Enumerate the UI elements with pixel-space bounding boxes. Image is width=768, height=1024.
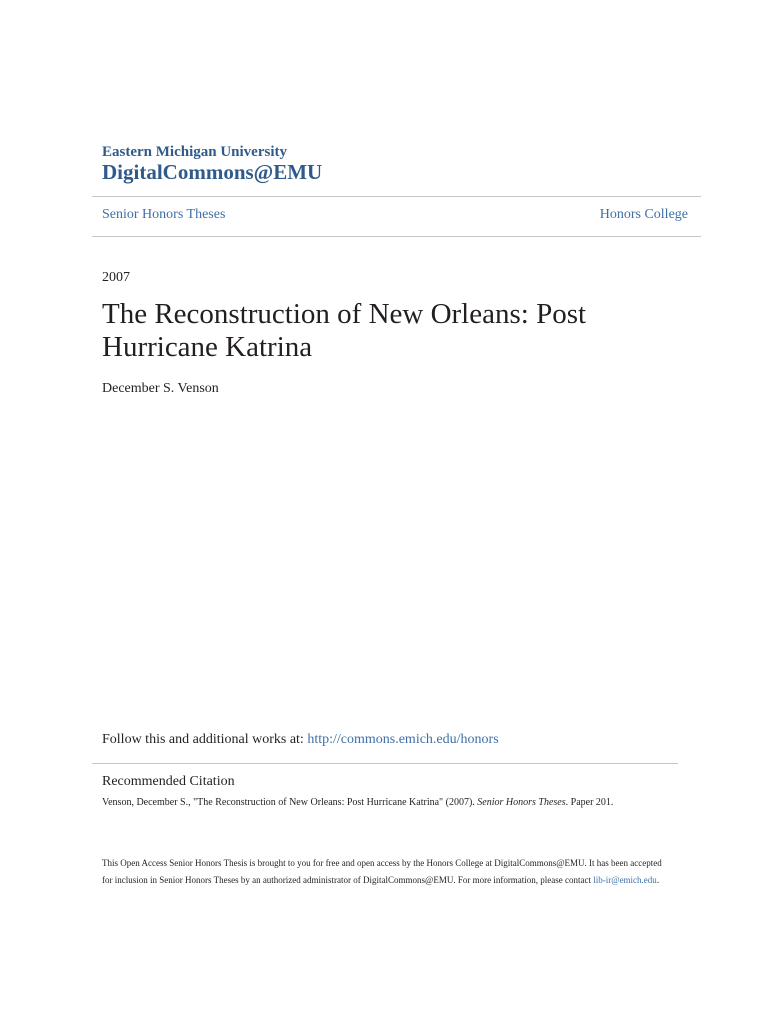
institution-name: Eastern Michigan University — [102, 144, 287, 160]
nav-divider — [92, 236, 701, 237]
college-link[interactable]: Honors College — [599, 207, 688, 222]
document-title: The Reconstruction of New Orleans: Post Hurricane Katrina — [102, 298, 587, 363]
notice-end: . — [656, 875, 660, 885]
contact-email-link[interactable]: lib-ir@emich.edu — [593, 875, 657, 885]
access-notice — [102, 855, 662, 889]
top-divider — [92, 196, 701, 197]
document-author: December S. Venson — [102, 381, 219, 396]
citation-divider — [92, 763, 678, 764]
follow-url-link[interactable]: http://commons.emich.edu/honors — [307, 732, 499, 747]
notice-text: This Open Access Senior Honors Thesis is brought to you for free and open access by the Honors College at DigitalCommons@EMU. It has been accepted for inclusion in Senior Honors Theses by an authorized administrator of DigitalCommons@EMU. For more information, please contact — [102, 858, 662, 885]
citation-heading: Recommended Citation — [102, 774, 235, 789]
follow-prefix: Follow this and additional works at: — [102, 732, 308, 747]
citation-main: Venson, December S., "The Reconstruction of New Orleans: Post Hurricane Katrina" (2007). — [102, 797, 478, 808]
repository-name[interactable]: DigitalCommons@EMU — [102, 160, 323, 184]
citation-series: Senior Honors Theses — [477, 797, 566, 808]
follow-line — [102, 732, 499, 748]
publication-year: 2007 — [102, 270, 130, 285]
citation-text — [102, 797, 613, 808]
collection-link[interactable]: Senior Honors Theses — [102, 207, 226, 222]
citation-paper: . Paper 201. — [565, 797, 614, 808]
